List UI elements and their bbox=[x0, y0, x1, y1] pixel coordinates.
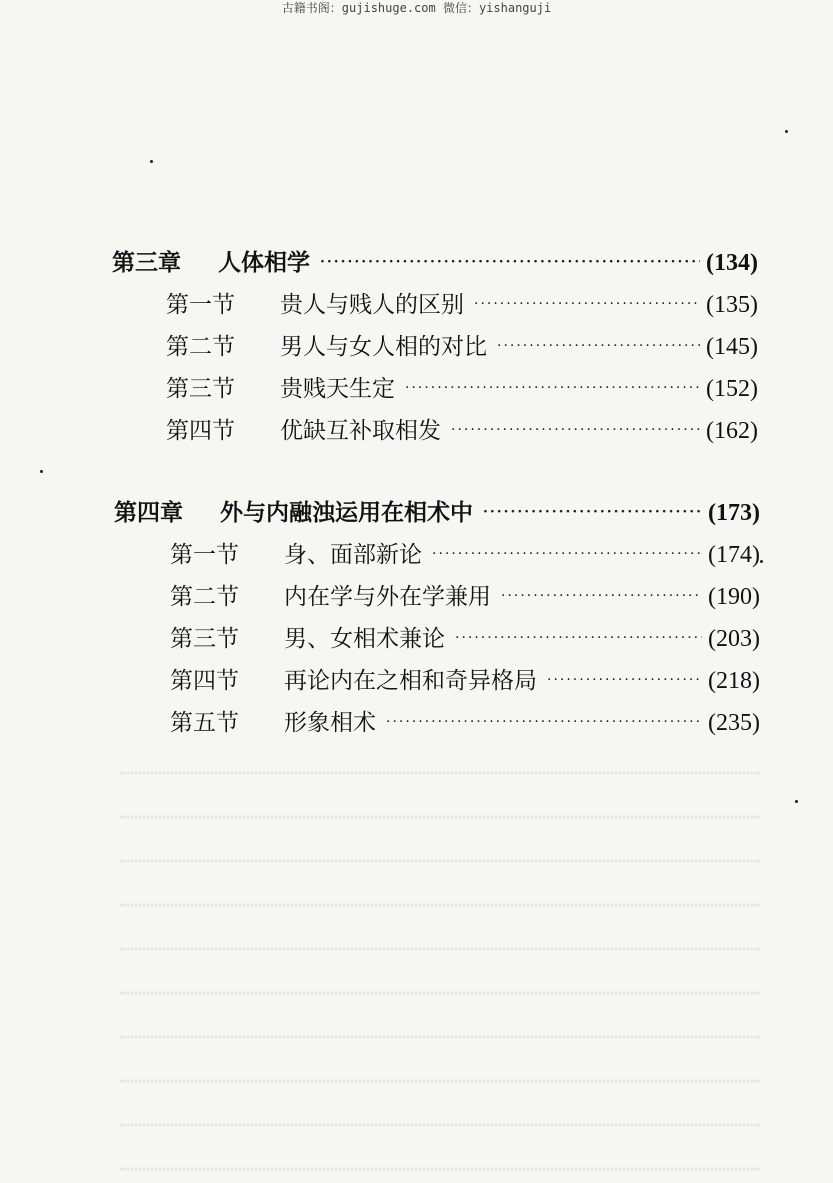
section-label: 第一节 bbox=[170, 542, 239, 568]
section-title: 优缺互补取相发 bbox=[280, 418, 441, 444]
chapter-label: 第四章 bbox=[114, 499, 183, 526]
reverse-page-bleed-through bbox=[120, 730, 760, 1150]
page-number: (162) bbox=[706, 418, 758, 444]
page-number: (173) bbox=[708, 500, 760, 526]
section-label: 第二节 bbox=[170, 584, 239, 610]
page-number: (218) bbox=[708, 668, 760, 694]
leader-dots bbox=[497, 331, 700, 361]
toc-section[interactable] bbox=[170, 624, 760, 657]
toc-section[interactable] bbox=[170, 708, 760, 741]
toc-section[interactable] bbox=[170, 666, 760, 699]
page-number: (235) bbox=[708, 710, 760, 736]
page-number: (152) bbox=[706, 376, 758, 402]
page-number: (135) bbox=[706, 292, 758, 318]
section-label: 第三节 bbox=[170, 626, 239, 652]
section-label: 第一节 bbox=[166, 292, 235, 318]
toc-chapter-3[interactable] bbox=[112, 248, 758, 281]
section-title: 贵人与贱人的区别 bbox=[280, 292, 464, 318]
leader-dots bbox=[483, 497, 702, 527]
leader-dots bbox=[320, 247, 700, 277]
page-number: (203) bbox=[708, 626, 760, 652]
leader-dots bbox=[432, 539, 702, 569]
leader-dots bbox=[474, 289, 700, 319]
leader-dots bbox=[455, 623, 702, 653]
section-title: 身、面部新论 bbox=[284, 542, 422, 568]
toc-section[interactable] bbox=[166, 332, 758, 365]
toc-section[interactable] bbox=[166, 374, 758, 407]
section-title: 男人与女人相的对比 bbox=[280, 334, 487, 360]
section-title: 形象相术 bbox=[284, 710, 376, 736]
section-label: 第五节 bbox=[170, 710, 239, 736]
watermark-text: 古籍书阁：gujishuge.com 微信：yishanguji bbox=[281, 1, 552, 15]
paper-speck bbox=[760, 560, 763, 563]
toc-section[interactable] bbox=[166, 290, 758, 323]
page-number: (145) bbox=[706, 334, 758, 360]
toc-chapter-4[interactable] bbox=[114, 498, 760, 531]
toc-section[interactable] bbox=[170, 540, 760, 573]
leader-dots bbox=[501, 581, 702, 611]
section-title: 男、女相术兼论 bbox=[284, 626, 445, 652]
chapter-title: 外与内融浊运用在相术中 bbox=[220, 499, 473, 526]
section-label: 第四节 bbox=[170, 668, 239, 694]
section-title: 内在学与外在学兼用 bbox=[284, 584, 491, 610]
leader-dots bbox=[386, 707, 702, 737]
section-label: 第四节 bbox=[166, 418, 235, 444]
chapter-title: 人体相学 bbox=[218, 249, 310, 276]
page-number: (134) bbox=[706, 250, 758, 276]
section-label: 第二节 bbox=[166, 334, 235, 360]
paper-speck bbox=[785, 130, 788, 133]
leader-dots bbox=[547, 665, 702, 695]
section-title: 再论内在之相和奇异格局 bbox=[284, 668, 537, 694]
leader-dots bbox=[405, 373, 700, 403]
toc-section[interactable] bbox=[166, 416, 758, 449]
page-number: (190) bbox=[708, 584, 760, 610]
leader-dots bbox=[451, 415, 700, 445]
section-label: 第三节 bbox=[166, 376, 235, 402]
toc-section[interactable] bbox=[170, 582, 760, 615]
paper-speck bbox=[40, 470, 43, 473]
paper-speck bbox=[150, 160, 153, 163]
page-number: (174) bbox=[708, 542, 760, 568]
paper-speck bbox=[795, 800, 798, 803]
section-title: 贵贱天生定 bbox=[280, 376, 395, 402]
chapter-label: 第三章 bbox=[112, 249, 181, 276]
